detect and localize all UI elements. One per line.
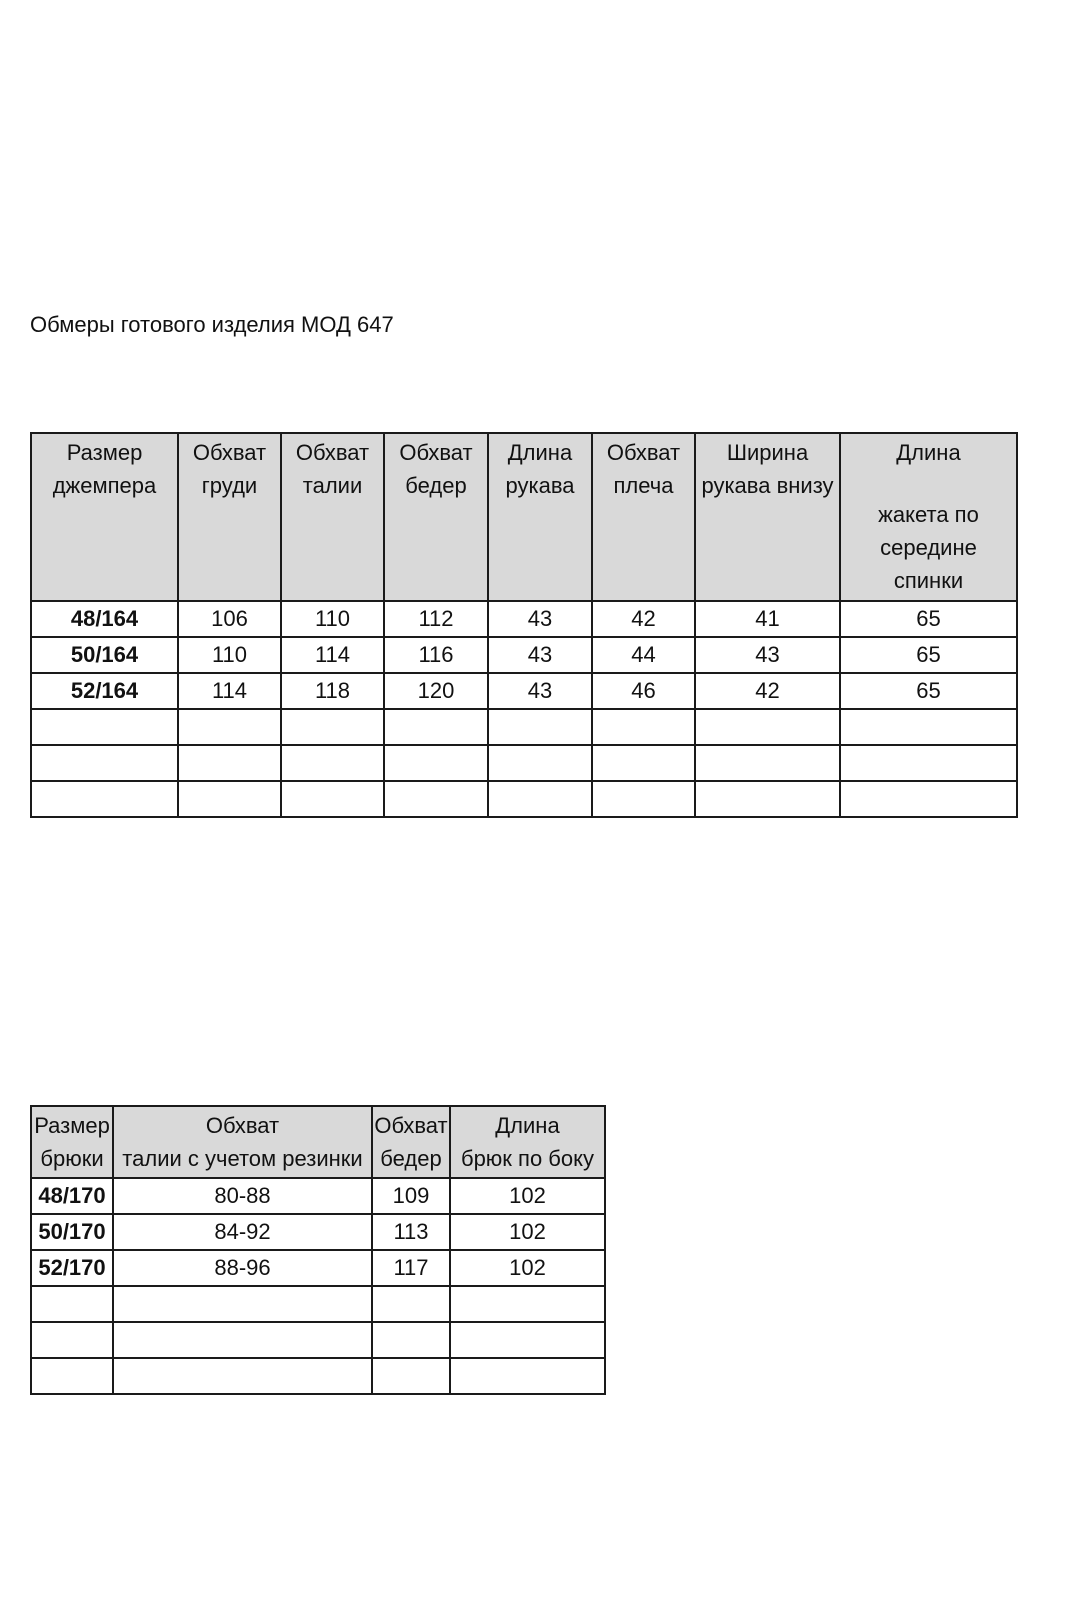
table-row [31,1178,605,1214]
table-cell: 46 [592,673,695,709]
table-cell: 117 [372,1250,450,1286]
table-cell [31,781,178,817]
table-cell [840,709,1017,745]
table-cell: 114 [281,637,384,673]
document-title: Обмеры готового изделия МОД 647 [30,312,394,337]
table-cell: 110 [178,637,281,673]
table-cell [592,745,695,781]
table-cell [384,745,488,781]
table-cell [488,709,592,745]
size-cell: 50/164 [31,637,178,673]
table-cell: 80-88 [113,1178,372,1214]
table-cell [31,1286,113,1322]
table-cell: 84-92 [113,1214,372,1250]
table-cell: 112 [384,601,488,637]
table-cell [31,745,178,781]
header-sleeve-length: Длина рукава [488,433,592,601]
pants-measurements-table [30,1105,606,1395]
table-header-row [31,433,1017,601]
table-cell: 43 [488,601,592,637]
table-row [31,1250,605,1286]
table-cell: 110 [281,601,384,637]
table-cell [384,709,488,745]
table-cell [281,781,384,817]
table-cell [695,745,840,781]
table-cell: 65 [840,673,1017,709]
table-cell [372,1322,450,1358]
size-cell: 48/164 [31,601,178,637]
table-row-empty [31,745,1017,781]
table-cell [113,1286,372,1322]
header-shoulder: Обхват плеча [592,433,695,601]
table-cell: 44 [592,637,695,673]
header-waist: Обхват талии с учетом резинки [113,1106,372,1178]
table-cell [281,709,384,745]
table-cell [488,745,592,781]
table-cell [31,709,178,745]
table-row [31,673,1017,709]
table-cell [450,1286,605,1322]
table-cell: 43 [488,637,592,673]
table-cell: 41 [695,601,840,637]
table-cell: 42 [695,673,840,709]
table-cell [592,781,695,817]
table-row-empty [31,781,1017,817]
table-cell: 43 [695,637,840,673]
header-size: Размер джемпера [31,433,178,601]
table-cell [113,1322,372,1358]
table-cell [840,781,1017,817]
table-row-empty [31,1322,605,1358]
header-back-length: Длина жакета по середине спинки [840,433,1017,601]
table-cell: 106 [178,601,281,637]
table-cell [695,781,840,817]
header-hips: Обхват бедер [372,1106,450,1178]
table-cell: 43 [488,673,592,709]
header-sleeve-width: Ширина рукава внизу [695,433,840,601]
size-cell: 50/170 [31,1214,113,1250]
table-row [31,601,1017,637]
table-cell [178,709,281,745]
table-cell: 109 [372,1178,450,1214]
header-side-length: Длина брюк по боку [450,1106,605,1178]
table-cell [178,745,281,781]
header-chest: Обхват груди [178,433,281,601]
size-cell: 52/170 [31,1250,113,1286]
table-cell [31,1358,113,1394]
table-row [31,637,1017,673]
table-cell [840,745,1017,781]
table-cell: 88-96 [113,1250,372,1286]
table-cell: 116 [384,637,488,673]
jacket-measurements-table [30,432,1018,818]
table-cell: 120 [384,673,488,709]
table-cell [384,781,488,817]
table-cell: 102 [450,1250,605,1286]
table-cell [281,745,384,781]
table-row-empty [31,1358,605,1394]
table-cell: 102 [450,1178,605,1214]
table-cell [113,1358,372,1394]
table-header-row [31,1106,605,1178]
table-cell: 65 [840,637,1017,673]
table-cell: 102 [450,1214,605,1250]
header-hips: Обхват бедер [384,433,488,601]
table-row-empty [31,709,1017,745]
header-size: Размер брюки [31,1106,113,1178]
table-cell [488,781,592,817]
table-cell [592,709,695,745]
table-cell: 114 [178,673,281,709]
size-cell: 52/164 [31,673,178,709]
size-cell: 48/170 [31,1178,113,1214]
table-cell [178,781,281,817]
table-row-empty [31,1286,605,1322]
table-cell: 42 [592,601,695,637]
table-cell [372,1286,450,1322]
table-cell [450,1322,605,1358]
table-cell: 113 [372,1214,450,1250]
table-cell: 118 [281,673,384,709]
header-waist: Обхват талии [281,433,384,601]
table-cell [372,1358,450,1394]
table-cell [695,709,840,745]
table-cell [450,1358,605,1394]
table-cell [31,1322,113,1358]
table-cell: 65 [840,601,1017,637]
table-row [31,1214,605,1250]
